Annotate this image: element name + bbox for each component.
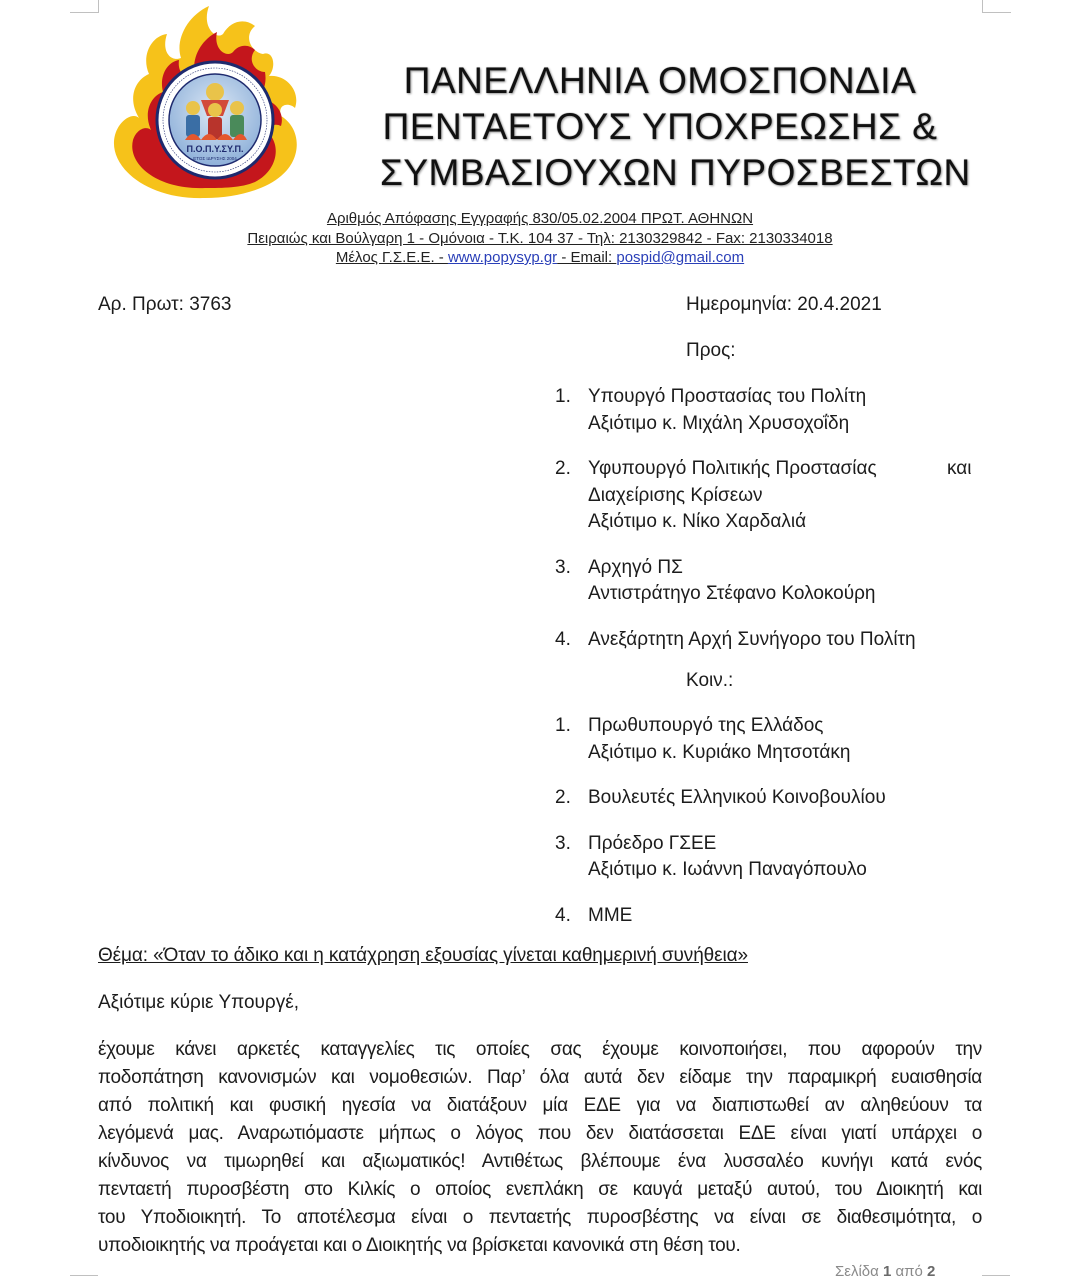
paragraph-line: πενταετή πυροσβέστη στο Κιλκίς ο οποίος ενεπλάκη σε καυγά μεταξύ αυτού, του Διοικητή και (98, 1179, 982, 1200)
registration-line: Αριθμός Απόφασης Εγγραφής 830/05.02.2004 ΠΡΩΤ. ΑΘΗΝΩΝ (326, 210, 754, 227)
list-item (555, 384, 980, 437)
item-line (588, 456, 980, 483)
item-number: 2. (555, 458, 571, 479)
flame-emblem-icon (105, 0, 310, 205)
paragraph-line: του Υποδιοικητή. Το αποτέλεσμα είναι ο πενταετής πυροσβέστης να είναι σε διαθεσιμότητα, ο (98, 1207, 982, 1228)
page-total: 2 (927, 1263, 936, 1280)
title-line: ΠΑΝΕΛΛΗΝΙΑ ΟΜΟΣΠΟΝΔΙΑ (403, 60, 917, 101)
paragraph-line: έχουμε κάνει αρκετές καταγγελίες τις οποίες σας έχουμε κοινοποιήσει, που αφορούν την (98, 1039, 982, 1060)
member-line (150, 248, 930, 268)
list-item (555, 555, 980, 608)
item-line: ΜΜΕ (588, 904, 633, 926)
page-corner-mark (70, 0, 99, 13)
paragraph-line: από πολιτική και φυσική ηγεσία να διατάξουν μία ΕΔΕ για να διαπιστωθεί αν αληθεύουν τα (98, 1095, 982, 1116)
item-number: 4. (555, 904, 571, 926)
list-item (555, 785, 980, 812)
cc-label: Κοιν.: (686, 670, 734, 691)
website-link[interactable]: www.popysyp.gr (447, 249, 558, 266)
subject-line: Θέμα: «Όταν το άδικο και η κατάχρηση εξουσίας γίνεται καθημερινή συνήθεια» (98, 945, 748, 966)
paragraph-line: υποδιοικητής να προάγεται και ο Διοικητής να βρίσκεται κανονικά στη θέση του. (98, 1235, 741, 1256)
salutation: Αξιότιμε κύριε Υπουργέ, (98, 992, 299, 1013)
member-prefix: Μέλος Γ.Σ.Ε.Ε. - (335, 249, 448, 266)
list-item (555, 903, 980, 930)
page-corner-mark (70, 1275, 98, 1277)
page-separator: από (891, 1263, 928, 1280)
paragraph-line: ποδοπάτηση κανονισμών και νομοθεσιών. Παρ’ όλα αυτά δεν είδαμε την παραμικρή ευαισθησία (98, 1067, 982, 1088)
item-number: 4. (555, 628, 571, 650)
page-current: 1 (882, 1263, 892, 1280)
item-number: 3. (555, 832, 571, 854)
item-line: Αρχηγό ΠΣ (588, 556, 683, 578)
item-line: Ανεξάρτητη Αρχή Συνήγορο του Πολίτη (588, 628, 916, 650)
item-line: Υπουργό Προστασίας του Πολίτη (588, 386, 867, 407)
organization-title (380, 58, 971, 196)
svg-text:Π.Ο.Π.Υ.ΣΥ.Π.: Π.Ο.Π.Υ.ΣΥ.Π. (186, 144, 244, 154)
paragraph-line: λεγόμενά μας. Αναρωτιόμαστε μήπως ο λόγος που δεν διατάσσεται ΕΔΕ είναι γιατί υπάρχει ο (98, 1123, 982, 1144)
list-item (555, 627, 980, 654)
cc-list (555, 713, 980, 948)
item-line: Αξιότιμο κ. Ιωάννη Παναγόπουλο (588, 859, 867, 880)
list-item (555, 831, 980, 884)
item-line-trailing: και (947, 458, 972, 479)
address-line: Πειραιώς και Βούλγαρη 1 - Ομόνοια - Τ.Κ. 104 37 - Τηλ: 2130329842 - Fax: 2130334018 (247, 229, 833, 247)
item-line: Βουλευτές Ελληνικού Κοινοβουλίου (588, 787, 886, 808)
protocol-number: Αρ. Πρωτ: 3763 (98, 294, 232, 315)
item-line: Διαχείρισης Κρίσεων (588, 484, 763, 506)
page-prefix: Σελίδα (835, 1263, 883, 1280)
email-link[interactable]: pospid@gmail.com (616, 249, 745, 266)
email-prefix: - Email: (557, 249, 617, 266)
page-corner-mark (982, 0, 1011, 13)
item-line: Αξιότιμο κ. Κυριάκο Μητσοτάκη (588, 741, 851, 763)
body-paragraph (98, 1036, 982, 1260)
recipients-list (555, 384, 980, 672)
paragraph-line: κίνδυνος να τιμωρηθεί και αξιωματικός! Αντιθέτως βλέπουμε ένα λυσσαλέο κυνήγι κατά ενός (98, 1151, 982, 1172)
item-number: 3. (555, 556, 571, 578)
page-indicator (835, 1263, 935, 1280)
item-number: 2. (555, 787, 571, 808)
contact-block (150, 209, 930, 268)
item-line: Πρόεδρο ΓΣΕΕ (588, 832, 717, 854)
svg-text:ΕΤΟΣ ΙΔΡΥΣΗΣ 2004: ΕΤΟΣ ΙΔΡΥΣΗΣ 2004 (193, 156, 237, 161)
list-item (555, 456, 980, 536)
document-date: Ημερομηνία: 20.4.2021 (686, 294, 882, 315)
item-number: 1. (555, 386, 571, 407)
list-item (555, 713, 980, 766)
title-line: ΣΥΜΒΑΣΙΟΥΧΩΝ ΠΥΡΟΣΒΕΣΤΩΝ (380, 152, 971, 193)
item-line: Αντιστράτηγο Στέφανο Κολοκούρη (588, 583, 876, 604)
item-line: Αξιότιμο κ. Μιχάλη Χρυσοχοΐδη (588, 412, 850, 434)
item-line-text: Υφυπουργό Πολιτικής Προστασίας (588, 458, 877, 479)
item-number: 1. (555, 715, 571, 736)
title-line: ΠΕΝΤΑΕΤΟΥΣ ΥΠΟΧΡΕΩΣΗΣ & (382, 106, 938, 147)
item-line: Αξιότιμο κ. Νίκο Χαρδαλιά (588, 511, 807, 532)
recipients-label: Προς: (686, 340, 736, 361)
page-corner-mark (982, 1275, 1010, 1277)
item-line: Πρωθυπουργό της Ελλάδος (588, 715, 824, 736)
